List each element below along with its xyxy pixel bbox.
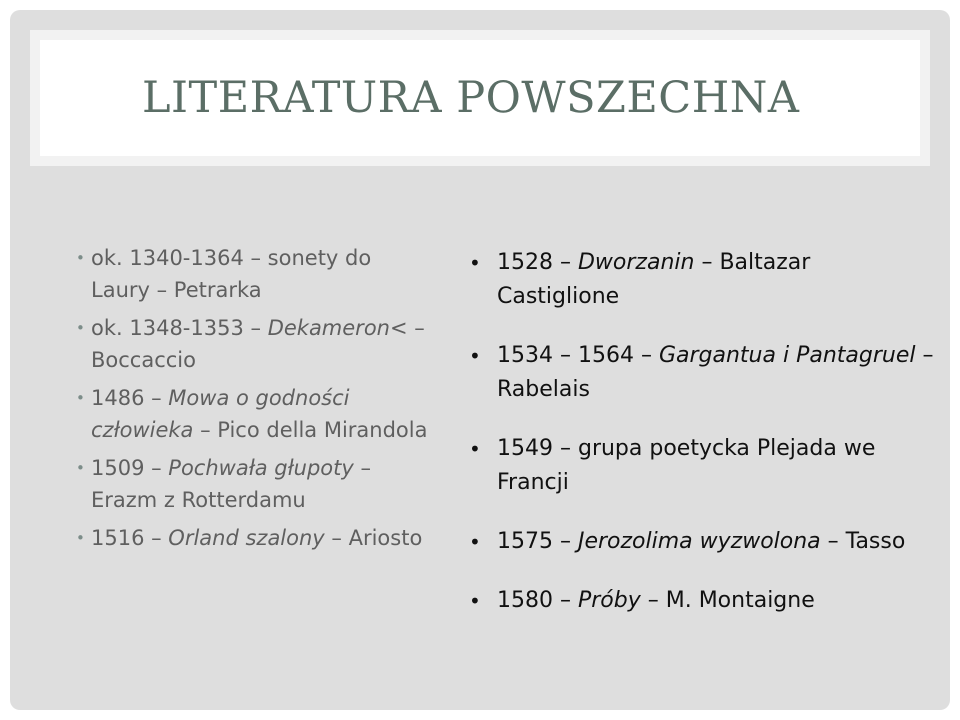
work-title: Pochwała głupoty: [168, 456, 354, 480]
work-title: Mowa o godności człowieka: [91, 386, 350, 442]
bullet-icon: •: [469, 344, 481, 368]
bullet-icon: •: [76, 389, 85, 407]
work-title: Dekameron<: [267, 316, 408, 340]
item-text: – Tasso: [820, 529, 906, 554]
bullet-icon: •: [76, 319, 85, 337]
item-text: 1528 –: [497, 250, 578, 275]
item-text: ok. 1348-1353 –: [91, 316, 268, 340]
item-text: – Ariosto: [324, 526, 423, 550]
list-item: [469, 339, 939, 407]
item-text: 1486 –: [91, 386, 169, 410]
work-title: Gargantua i Pantagruel: [658, 343, 916, 368]
item-text: 1549 – grupa poetycka Plejada we Francji: [497, 436, 876, 495]
list-item: [469, 525, 939, 559]
list-item: [76, 452, 431, 516]
work-title: Próby: [577, 588, 641, 613]
bullet-icon: •: [469, 530, 481, 554]
list-item: [469, 432, 939, 500]
bullet-icon: •: [76, 249, 85, 267]
list-item: [76, 242, 431, 306]
list-item: [76, 522, 431, 554]
list-item: [469, 584, 939, 618]
item-text: 1516 –: [91, 526, 169, 550]
work-title: Dworzanin: [577, 250, 695, 275]
item-text: 1509 –: [91, 456, 169, 480]
item-text: – Rabelais: [497, 343, 934, 402]
bullet-icon: •: [469, 251, 481, 275]
bullet-icon: •: [469, 589, 481, 613]
list-item: [76, 382, 431, 446]
right-bullet-list: [469, 246, 939, 643]
item-text: – Baltazar Castiglione: [497, 250, 811, 309]
work-title: Orland szalony: [168, 526, 325, 550]
title-box: [40, 40, 920, 156]
slide: [10, 10, 950, 710]
title-frame: [30, 30, 930, 166]
list-item: [469, 246, 939, 314]
item-text: 1534 – 1564 –: [497, 343, 659, 368]
item-text: ok. 1340-1364 – sonety do Laury – Petrarka: [91, 246, 372, 302]
bullet-icon: •: [76, 529, 85, 547]
slide-title: LITERATURA POWSZECHNA: [142, 73, 800, 123]
list-item: [76, 312, 431, 376]
left-bullet-list: [76, 242, 431, 560]
item-text: 1580 –: [497, 588, 578, 613]
item-text: – Erazm z Rotterdamu: [91, 456, 371, 512]
item-text: – Boccaccio: [91, 316, 425, 372]
item-text: – Pico della Mirandola: [193, 418, 428, 442]
bullet-icon: •: [76, 459, 85, 477]
item-text: 1575 –: [497, 529, 578, 554]
bullet-icon: •: [469, 437, 481, 461]
item-text: – M. Montaigne: [640, 588, 815, 613]
work-title: Jerozolima wyzwolona: [577, 529, 821, 554]
